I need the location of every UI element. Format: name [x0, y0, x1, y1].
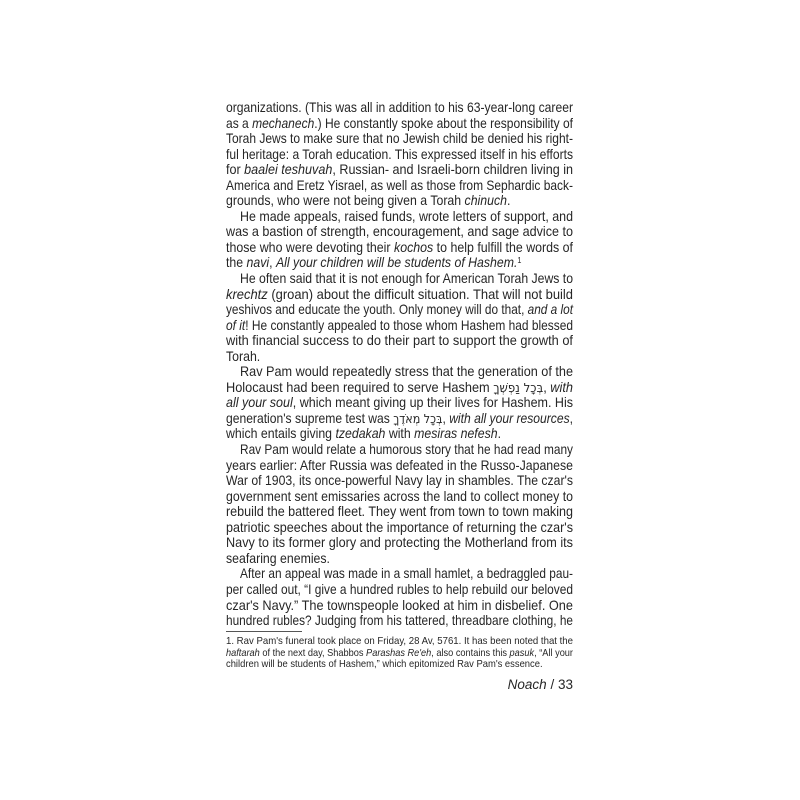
text-run: , which meant giving up their lives for Hashem. His — [292, 395, 573, 411]
text-line — [226, 100, 573, 116]
text-line — [226, 364, 573, 380]
text-run: children will be students of Hashem,” which epitomized Rav Pam's essence. — [226, 659, 543, 670]
text-line — [226, 224, 573, 240]
text-run: . — [506, 193, 511, 209]
italic-text: and a lot — [527, 302, 573, 318]
italic-text: pasuk — [509, 647, 535, 659]
italic-text: krechtz — [226, 286, 268, 302]
text-run: (groan) about the difficult situation. That will not build — [267, 286, 573, 302]
text-run: , — [442, 410, 450, 426]
text-run: czar's Navy.” The townspeople looked at him in disbelief. One — [226, 597, 573, 613]
text-line — [226, 162, 573, 178]
text-run: , — [569, 410, 573, 426]
text-run: hundred rubles? Judging from his tattered, threadbare clothing, he — [226, 613, 573, 629]
footnote-marker: 1 — [517, 256, 522, 266]
text-run: of the next day, Shabbos — [259, 647, 367, 659]
footnote-paragraph — [226, 636, 573, 671]
text-run: generation's supreme test was — [226, 410, 394, 426]
text-line — [226, 287, 573, 303]
text-run: 1. Rav Pam's funeral took place on Friday, 28 Av, 5761. It has been noted that the — [226, 636, 573, 647]
running-head: Noach — [507, 677, 547, 692]
text-run: , Russian- and Israeli-born children living in — [332, 162, 573, 178]
italic-text: kochos — [393, 239, 434, 255]
text-run: grounds, who were not being given a Torah — [226, 193, 465, 209]
text-run: patriotic speeches about the importance of returning the czar's — [226, 519, 573, 535]
text-line — [226, 473, 573, 489]
text-run: . — [497, 426, 501, 442]
text-run: those who were devoting their — [226, 239, 394, 255]
text-line — [226, 458, 573, 474]
text-run: to help fulfill the words of — [433, 239, 573, 255]
italic-text: tzedakah — [335, 426, 386, 442]
text-line — [226, 598, 573, 614]
text-line — [226, 147, 573, 163]
text-line — [226, 504, 573, 520]
text-line — [226, 520, 573, 536]
footnote-divider — [226, 631, 302, 632]
paragraph — [226, 209, 573, 271]
text-line — [226, 178, 573, 194]
text-run: , — [269, 255, 276, 271]
text-run: yeshivos and educate the youth. Only money will do that, — [226, 302, 528, 318]
italic-text: baalei teshuvah — [244, 162, 333, 178]
text-line — [226, 271, 573, 287]
text-line — [226, 380, 573, 396]
text-run: Rav Pam would relate a humorous story that he had read many — [240, 442, 573, 458]
italic-text: with — [550, 379, 573, 395]
text-line — [226, 318, 573, 334]
paragraph — [226, 364, 573, 442]
text-line — [226, 131, 573, 147]
text-run: Rav Pam would repeatedly stress that the generation of the — [240, 364, 573, 380]
text-run: , “All your — [534, 647, 573, 659]
italic-text: Parashas Re'eh — [366, 647, 432, 659]
text-run: America and Eretz Yisrael, as well as those from Sephardic back- — [226, 177, 573, 193]
italic-text: All your children will be students of Hashem. — [275, 255, 518, 271]
paragraph — [226, 442, 573, 566]
hebrew-text: בְּכָל מְאֹדֶךָ — [393, 410, 443, 426]
text-line — [226, 426, 573, 442]
text-line — [226, 648, 573, 660]
text-run: War of 1903, its once-powerful Navy lay in shambles. The czar's — [226, 473, 573, 489]
text-run: as a — [226, 115, 253, 131]
text-run: ful heritage: a Torah education. This expressed itself in his efforts — [226, 146, 573, 162]
text-line — [226, 302, 573, 318]
page-folio — [508, 677, 573, 692]
body-text — [226, 100, 573, 629]
text-line — [226, 349, 573, 365]
text-run: Torah. — [226, 348, 261, 364]
hebrew-text: בְּכָל נַפְשְׁךָ — [493, 379, 544, 395]
text-run: years earlier: After Russia was defeated in the Russo-Japanese — [226, 457, 573, 473]
text-run: was a bastion of strength, encouragement, and sage advice to — [226, 224, 573, 240]
text-run: After an appeal was made in a small hamlet, a bedraggled pau- — [240, 566, 573, 582]
italic-text: chinuch — [464, 193, 507, 209]
text-line — [226, 535, 573, 551]
text-line — [226, 193, 573, 209]
text-run: Torah Jews to make sure that no Jewish child be denied his right- — [226, 131, 573, 147]
italic-text: all your soul — [226, 395, 293, 411]
text-run: , — [543, 379, 551, 395]
text-run: organizations. (This was all in addition to his 63-year-long career — [226, 100, 573, 115]
text-line — [226, 116, 573, 132]
paragraph — [226, 100, 573, 209]
text-line — [226, 613, 573, 629]
text-run: Navy to its former glory and protecting the Motherland from its — [226, 535, 573, 551]
text-line — [226, 209, 573, 225]
italic-text: navi — [246, 255, 270, 271]
text-run: government sent emissaries across the land to collect money to — [226, 488, 573, 504]
paragraph — [226, 566, 573, 628]
text-line — [226, 395, 573, 411]
text-line — [226, 442, 573, 458]
page-number: 33 — [557, 677, 573, 692]
folio-separator: / — [546, 677, 558, 692]
text-run: with — [385, 426, 415, 442]
text-run: per called out, “I give a hundred rubles to help rebuild our beloved — [226, 581, 573, 597]
italic-text: with all your resources — [449, 410, 570, 426]
footnote — [226, 636, 573, 671]
text-run: rebuild the battered fleet. They went from town to town making — [226, 504, 573, 520]
text-run: with financial success to do their part to support the growth of — [226, 333, 573, 349]
text-line — [226, 333, 573, 349]
text-line — [226, 582, 573, 598]
text-line — [226, 551, 573, 567]
text-run: which entails giving — [226, 426, 336, 442]
text-line — [226, 489, 573, 505]
text-run: ! He constantly appealed to those whom Hashem had blessed — [245, 317, 574, 333]
text-run: for — [226, 162, 245, 178]
italic-text: mesiras nefesh — [414, 426, 498, 442]
text-line — [226, 636, 573, 648]
text-line — [226, 566, 573, 582]
text-line — [226, 240, 573, 256]
paragraph — [226, 271, 573, 364]
text-run: He often said that it is not enough for American Torah Jews to — [240, 271, 573, 287]
text-run: seafaring enemies. — [226, 550, 330, 566]
text-run: .) He constantly spoke about the responsibility of — [314, 115, 573, 131]
text-line — [226, 255, 573, 271]
italic-text: of it — [226, 317, 246, 333]
italic-text: haftarah — [226, 647, 260, 659]
text-line — [226, 411, 573, 427]
text-line — [226, 659, 573, 671]
italic-text: mechanech — [252, 115, 315, 131]
text-run: He made appeals, raised funds, wrote letters of support, and — [240, 208, 573, 224]
text-run: Holocaust had been required to serve Hashem — [226, 379, 494, 395]
text-run: , also contains this — [431, 647, 510, 659]
text-run: the — [226, 255, 247, 271]
